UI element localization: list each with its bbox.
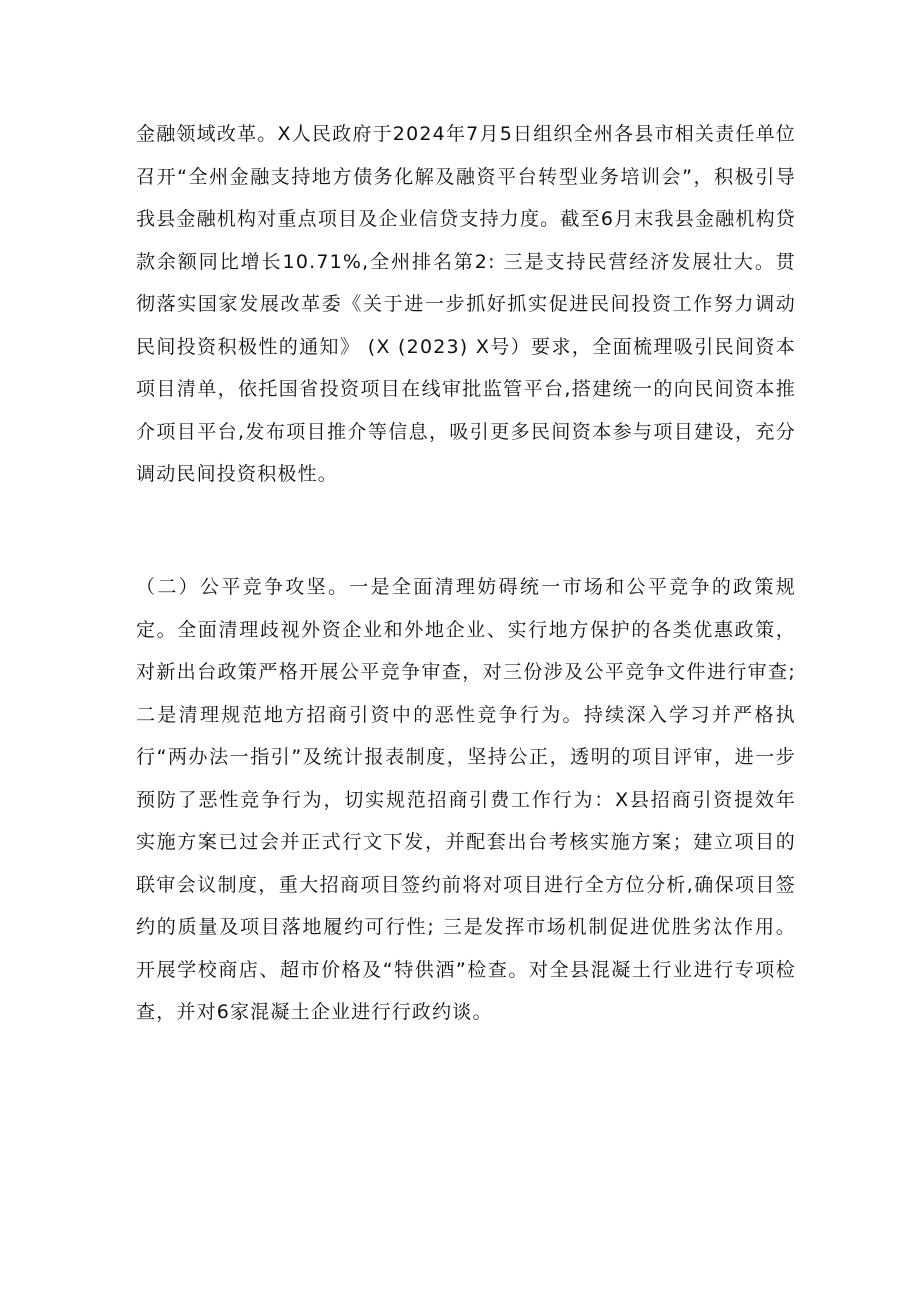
- paragraph-fair-competition: （二）公平竞争攻坚。一是全面清理妨碍统一市场和公平竞争的政策规定。全面清理歧视外资企业和外地企业、实行地方保护的各类优惠政策，对新出台政策严格开展公平竞争审查，对三份涉及公平竞争文件进行审查; 二是清理规范地方招商引资中的恶性竞争行为。持续深入学习并严格执行“两办法一指引”及统计报表制度，坚持公正，透明的项目评审，进一步预防了恶性竞争行为，切实规范招商引费工作行为：X县招商引资提效年实施方案已过会并正式行文下发，并配套出台考核实施方案；建立项目的联审会议制度，重大招商项目签约前将对项目进行全方位分析,确保项目签约的质量及项目落地履约可行性; 三是发挥市场机制促进优胜劣汰作用。开展学校商店、超市价格及“特供酒”检查。对全县混凝土行业进行专项检查，并对6家混凝土企业进行行政约谈。: [136, 576, 796, 1023]
- paragraph-finance-reform: 金融领域改革。X人民政府于2024年7月5日组织全州各县市相关责任单位召开“全州金融支持地方债务化解及融资平台转型业务培训会”，积极引导我县金融机构对重点项目及企业信贷支持力度。截至6月末我县金融机构贷款余额同比增长10.71%,全州排名第2: 三是支持民营经济发展壮大。贯彻落实国家发展改革委《关于进一步抓好抓实促进民间投资工作努力调动民间投资积极性的通知》 (X (2023) X号）要求，全面梳理吸引民间资本项目清单，依托国省投资项目在线审批监管平台,搭建统一的向民间资本推介项目平台,发布项目推介等信息，吸引更多民间资本参与项目建设，充分调动民间投资积极性。: [136, 123, 796, 485]
